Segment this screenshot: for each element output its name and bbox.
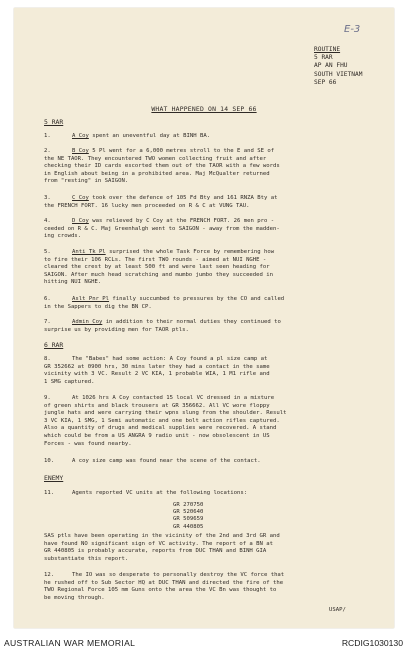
grid-reference: GR 440805 (173, 523, 204, 530)
grid-reference: GR 509659 (173, 516, 204, 523)
routing-title: ROUTINE (314, 46, 341, 53)
paragraph-7: 7. Admin Coy in addition to their normal duties they continued to surprise us by providing men for TAOR ptls. (44, 319, 281, 333)
paragraph-11: 11. Agents reported VC units at the following locations: (44, 490, 248, 496)
unit-name: Anti Tk Pl (72, 249, 106, 255)
grid-reference: GR 270750 (173, 502, 204, 508)
routing-line: AP AN FHU (314, 62, 348, 70)
grid-reference-list (173, 502, 203, 531)
section-heading-5rar: 5 RAR (44, 118, 64, 126)
paragraph-11-continued: SAS ptls have been operating in the vicinity of the 2nd and 3rd GR and have found NO significant sign of VC activity. The report of a BN at GR 440805 is probably accurate, reports from DUC THAN and BINH GIA substantiate this report. (44, 533, 280, 562)
section-heading-6rar: 6 RAR (44, 341, 64, 349)
document-title: WHAT HAPPENED ON 14 SEP 66 (151, 105, 257, 113)
paragraph-10: 10. A coy size camp was found near the scene of the contact. (44, 458, 261, 464)
paragraph-8: 8. The "Babes" had some action: A Coy found a pl size camp at GR 352662 at 0900 hrs, 30 mins later they had a contact in the same vicinity with 3 VC. Result 2 VC KIA, 1 probable WIA, 1 M1 rifle and 1 SMG captured. (44, 356, 270, 385)
paragraph-2: 2. B Coy 5 Pl went for a 6,000 metres stroll to the E and SE of the NE TAOR. They encountered TWO women collecting fruit and after checking their ID cards escorted them out of the TAOR with a few words in English about being in a prohibited area. Maj McQualter returned from "resting" in SAIGON. (44, 148, 280, 185)
paragraph-1: 1. A Coy spent an uneventful day at BINH BA. (44, 133, 211, 139)
archive-reference: RCDIG1030130 (341, 638, 403, 648)
handwritten-reference: E-3 (344, 24, 361, 35)
paragraph-4: 4. D Coy was relieved by C Coy at the FRENCH FORT. 26 men pro - ceeded on R & C. Maj Greenhalgh went to SAIGON - away from the madden- ing crowds. (44, 218, 280, 240)
archive-footer (0, 634, 407, 654)
unit-name: B Coy (72, 148, 89, 154)
unit-name: A Coy (72, 133, 89, 139)
unit-name: Aslt Pnr Pl (72, 296, 110, 302)
routing-block (314, 46, 362, 87)
paragraph-12: 12. The IO was so desperate to personally destroy the VC force that he rushed off to Sub Sector HQ at DUC THAN and directed the fire of the TWO Regional Force 105 mm Guns onto the area the VC Bn was thought to be moving through. (44, 572, 285, 601)
section-heading-enemy: ENEMY (44, 474, 64, 482)
unit-name: D Coy (72, 218, 89, 224)
routing-line: 5 RAR (314, 54, 333, 62)
paragraph-5: 5. Anti Tk Pl surprised the whole Task Force by remembering how to fire their 106 RCLs. The first TWO rounds - aimed at NUI NGHE - cleared the crest by at least 500 ft and were last seen heading for SAIGON. After much head scratching and mumbo jumbo they succeeded in hitting NUI NGHE. (44, 249, 275, 286)
unit-name: Admin Coy (72, 319, 103, 325)
continuation-marker: USAP/ (329, 607, 346, 613)
paragraph-6: 6. Aslt Pnr Pl finally succumbed to pressures by the CO and called in the Sappers to dig the BN CP. (44, 296, 285, 310)
routing-line: SOUTH VIETNAM (314, 70, 363, 78)
unit-name: C Coy (72, 195, 89, 201)
paragraph-3: 3. C Coy took over the defence of 105 Fd Bty and 161 RNZA Bty at the FRENCH FORT. 16 lucky men proceeded on R & C at VUNG TAU. (44, 195, 278, 209)
routing-line: SEP 66 (314, 78, 337, 86)
archive-name: AUSTRALIAN WAR MEMORIAL (4, 638, 136, 648)
paragraph-9: 9. At 1026 hrs A Coy contacted 15 local VC dressed in a mixture of green shirts and black trousers at GR 356662. All VC wore floppy jungle hats and were carrying their wpns slung from the shoulder. Result 3 VC KIA, 1 SMG, 1 Semi automatic and one bolt action rifles captured. Also a quantity of drugs and medical supplies were recovered. A stand which could be from a US ANGRA 9 radio unit - now obsolescent in US Forces - was found nearby. (44, 395, 287, 447)
document-page (14, 8, 394, 628)
grid-reference: GR 520640 (173, 509, 204, 516)
